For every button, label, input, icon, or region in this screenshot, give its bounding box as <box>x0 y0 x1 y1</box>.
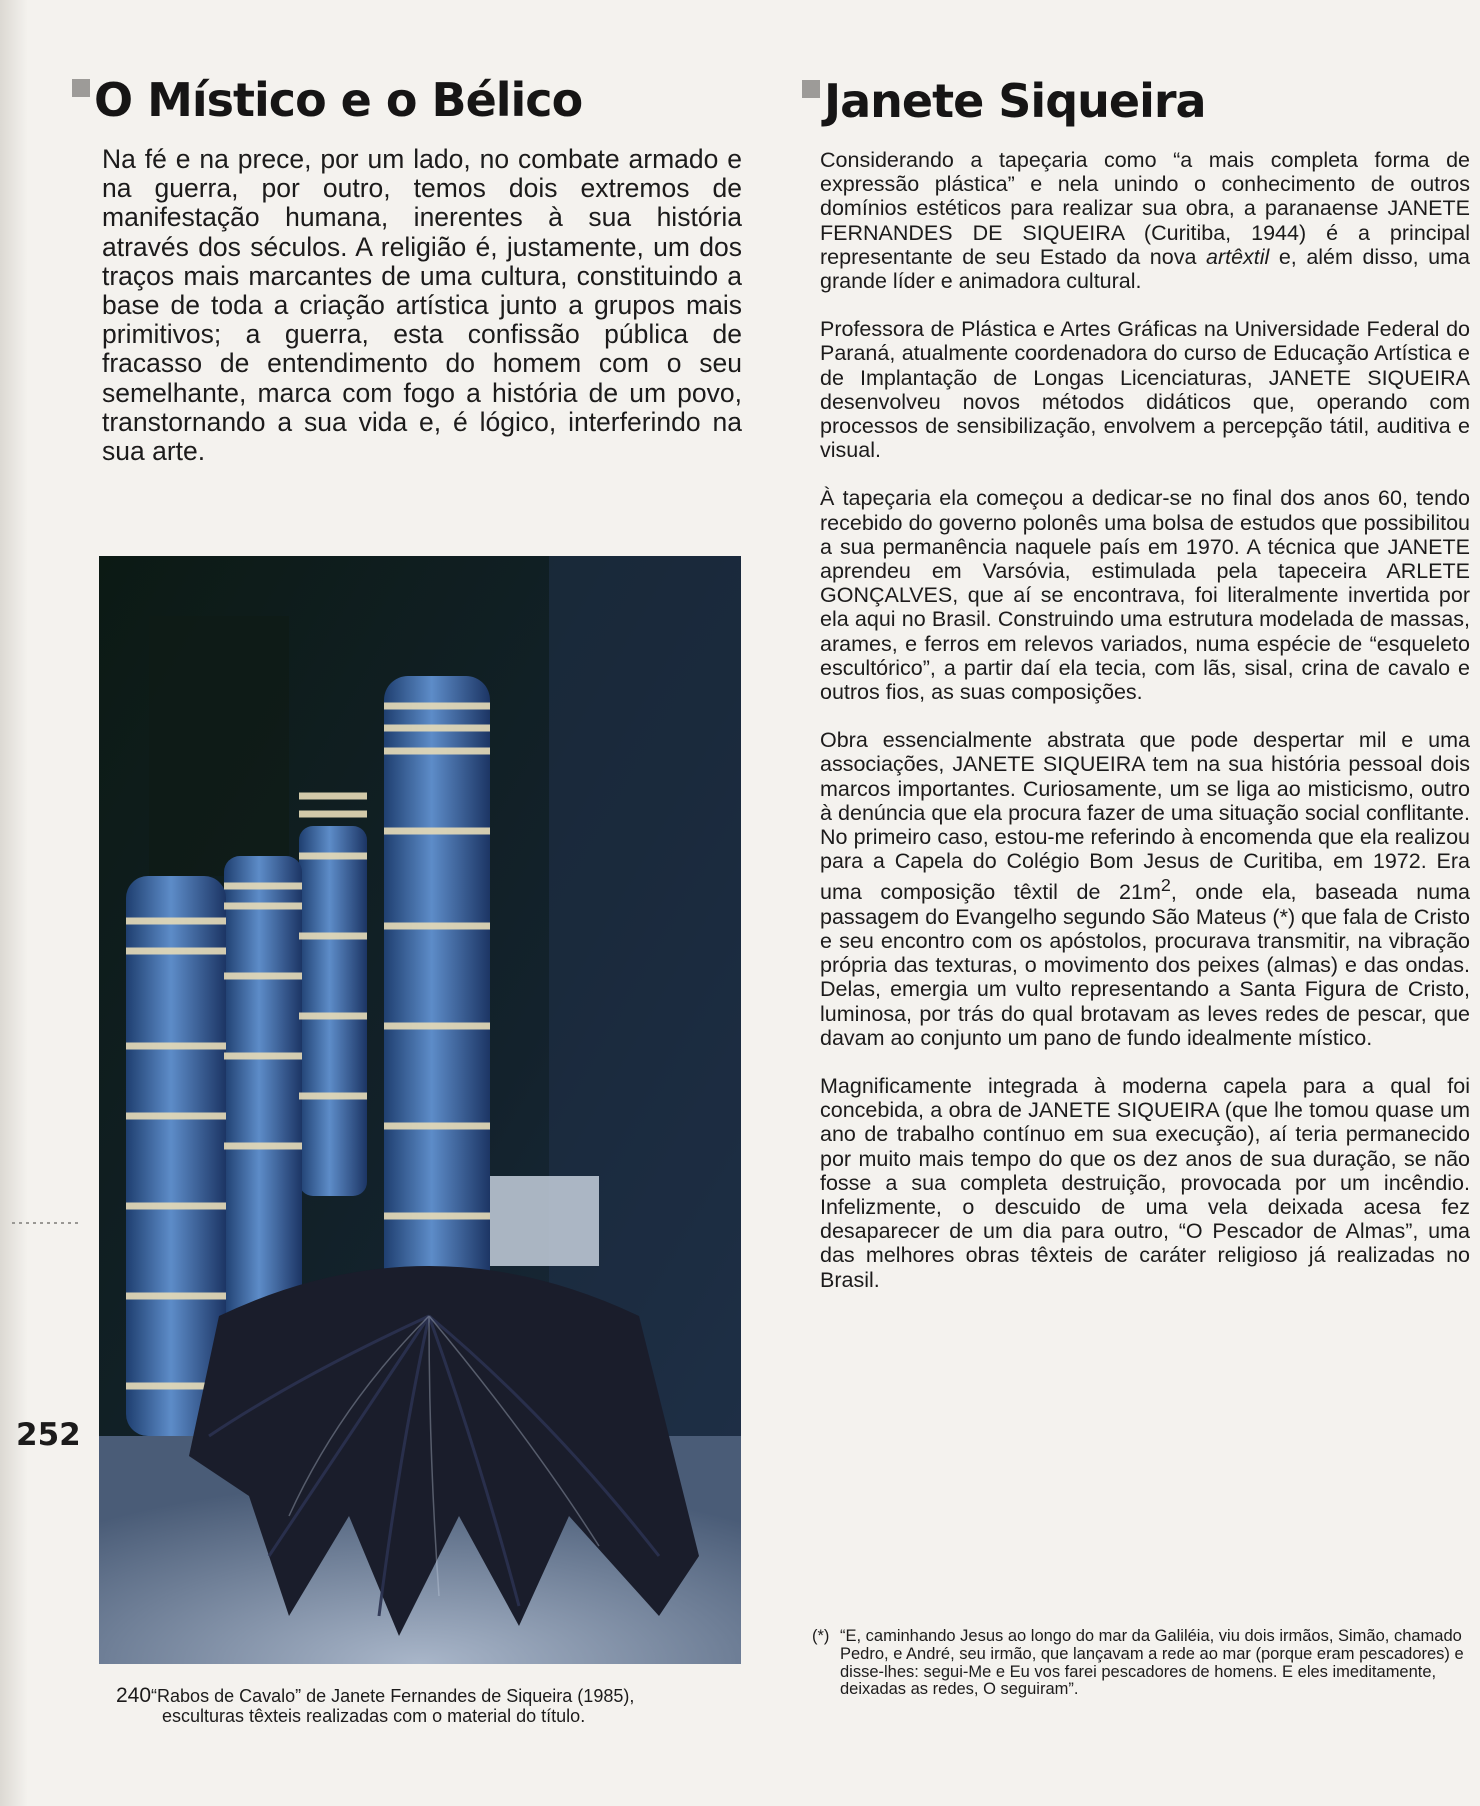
article-paragraph <box>820 148 1470 293</box>
crop-marks <box>12 1222 82 1224</box>
right-heading <box>802 74 1206 128</box>
article-paragraph: Professora de Plástica e Artes Gráficas na Universidade Federal do Paraná, atualmente coordenadora do curso de Educação Artística e de Implantação de Longas Licenciaturas, JANETE SIQUEIRA desenvolveu novos métodos didáticos que, operando com processos de sensibilização, envolvem a percepção tátil, auditiva e visual. <box>820 317 1470 463</box>
emphasized-term: artêxtil <box>1205 244 1270 269</box>
page-number: 252 <box>16 1417 81 1453</box>
caption-line-1: “Rabos de Cavalo” de Janete Fernandes de Siqueira (1985), <box>151 1686 635 1706</box>
article-paragraph: Magnificamente integrada à moderna capela para a qual foi concebida, a obra de JANETE SIQUEIRA (que lhe tomou quase um ano de trabalho contínuo em sua execução), aí teria permanecido por muito mais tempo do que os dez anos de sua duração, se não fosse a sua completa destruição, provocada por um incêndio. Infelizmente, o descuido de uma vela deixada acesa fez desaparecer de um dia para outro, “O Pescador de Almas”, uma das melhores obras têxteis de caráter religioso já realizadas no Brasil. <box>820 1074 1470 1292</box>
right-article-body <box>820 148 1470 1548</box>
footnote-marker: (*) <box>812 1627 830 1645</box>
paragraph-text: Considerando a tapeçaria como “a mais completa forma de expressão plástica” e nela unindo o conhecimento de outros domínios estéticos para realizar sua obra, a paranaense JANETE FERNANDES DE SIQUEIRA (Curitiba, 1944) é a principal representante de seu Estado da nova <box>820 148 1470 269</box>
heading-bullet-icon <box>72 79 90 97</box>
superscript: 2 <box>1160 875 1171 896</box>
left-intro-paragraph: Na fé e na prece, por um lado, no combate armado e na guerra, por outro, temos dois extremos de manifestação humana, inerentes à sua história através dos séculos. A religião é, justamente, um dos traços mais marcantes de uma cultura, constituindo a base de toda a criação artística junto a grupos mais primitivos; a guerra, esta confissão pública de fracasso de entendimento do homem com o seu semelhante, marca com fogo a história de um povo, transtornando a sua vida e, é lógico, interferindo na sua arte. <box>102 144 742 467</box>
figure-number: 240 <box>116 1684 152 1707</box>
left-heading <box>72 73 583 127</box>
page-edge-shadow <box>0 0 28 1806</box>
footnote-text: “E, caminhando Jesus ao longo do mar da Galiléia, viu dois irmãos, Simão, chamado Pedro, e André, seu irmão, que lançavam a rede ao mar (porque eram pescadores) e disse-lhes: segui-Me e Eu vos farei pescadores de homens. E eles imeditamente, deixadas as redes, O seguiram”. <box>840 1627 1464 1699</box>
paragraph-text: , onde ela, baseada numa passagem do Evangelho segundo São Mateus (*) que fala de Cristo e seu encontro com os apóstolos, procurava transmitir, na vibração própria das texturas, o movimento dos peixes (almas) e das ondas. Delas, emergia um vulto representando a Santa Figura de Cristo, luminosa, por trás do qual brotavam as leves redes de pescar, que davam ao conjunto um pano de fundo idealmente místico. <box>820 880 1470 1050</box>
sculpture-photo <box>99 556 741 1664</box>
right-heading-text: Janete Siqueira <box>824 74 1206 128</box>
article-paragraph <box>820 728 1470 1050</box>
article-paragraph: À tapeçaria ela começou a dedicar-se no final dos anos 60, tendo recebido do governo polonês uma bolsa de estudos que possibilitou a sua permanência naquele país em 1970. A técnica que JANETE aprendeu em Varsóvia, estimulada pela tapeceira ARLETE GONÇALVES, que aí se encontrava, foi literalmente invertida por ela aqui no Brasil. Construindo uma estrutura modelada de massas, arames, e ferros em relevos variados, numa espécie de “esqueleto escultórico”, a partir daí ela tecia, com lãs, sisal, crina de cavalo e outros fios, as suas composições. <box>820 486 1470 705</box>
heading-bullet-icon <box>802 80 820 98</box>
paragraph-text: Obra essencialmente abstrata que pode despertar mil e uma associações, JANETE SIQUEIRA tem na sua história pessoal dois marcos importantes. Curiosamente, um se liga ao misticismo, outro à denúncia que ela procura fazer de uma situação social conflitante. No primeiro caso, estou-me referindo à encomenda que ela realizou para a Capela do Colégio Bom Jesus de Curitiba, em 1972. Era uma composição têxtil de 21m <box>820 728 1470 905</box>
caption-line-2: esculturas têxteis realizadas com o material do título. <box>162 1706 586 1726</box>
left-heading-text: O Místico e o Bélico <box>94 73 583 127</box>
paragraph-text: e, além disso, uma grande líder e animadora cultural. <box>820 244 1470 294</box>
rabos-de-cavalo-image <box>99 556 741 1664</box>
footnote <box>812 1627 1464 1723</box>
figure-caption <box>116 1686 756 1726</box>
